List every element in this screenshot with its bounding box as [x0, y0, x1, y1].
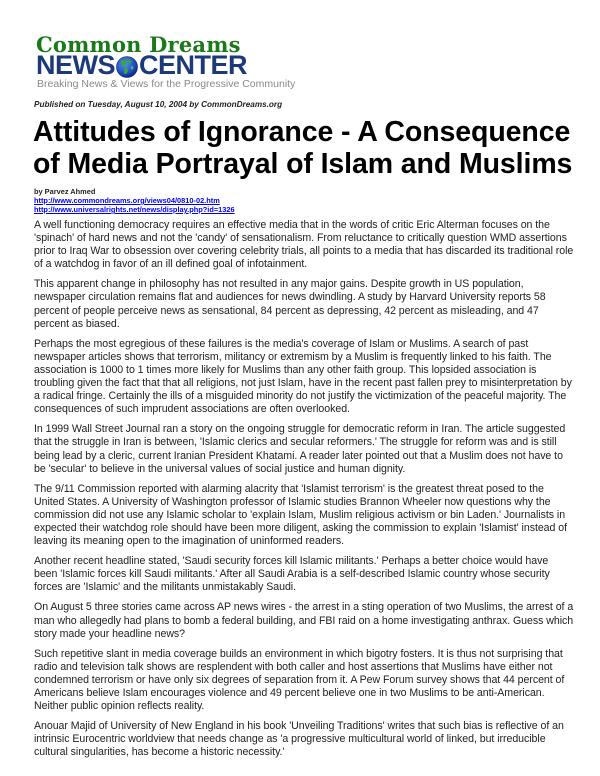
globe-icon	[116, 55, 138, 77]
article-paragraph: Another recent headline stated, 'Saudi security forces kill Islamic militants.' Perhaps a better choice would have been 'Islamic forces kill Saudi militants.' After all Saudi Arabia is a self-described Islamic country whose security forces are 'Islamic' and the militants unmistakably Saudi.	[34, 555, 550, 594]
logo-tagline: Breaking News & Views for the Progressive Community	[37, 78, 296, 90]
article-paragraph: Anouar Majid of University of New England in his book 'Unveiling Traditions' writes that such bias is reflective of an intrinsic Eurocentric worldview that needs change as 'a progressive multicultural world of linked, but irreducible cultural singularities, has become a historic necessity.'	[34, 720, 564, 759]
source-link-universalrights[interactable]: http://www.universalrights.net/news/display.php?id=1326	[34, 205, 235, 214]
logo-common-dreams: Common Dreams	[36, 32, 241, 57]
site-logo	[36, 34, 306, 92]
article-title: Attitudes of Ignorance - A Consequence of Media Portrayal of Islam and Muslims	[33, 116, 573, 180]
article-paragraph: A well functioning democracy requires an effective media that in the words of critic Eric Alterman focuses on the 'spinach' of hard news and not the 'candy' of sensationalism. From reluctance to critically question WMD assertions prior to Iraq War to obsession over covering celebrity trials, all points to a media that has discarded its traditional role of a watchdog in favor of an ill defined goal of infotainment.	[34, 219, 574, 271]
article-paragraph: This apparent change in philosophy has not resulted in any major gains. Despite growth in US population, newspaper circulation remains flat and audiences for news dwindling. A study by Harvard University reports 58 percent of people perceive news as sensational, 84 percent as depressing, 42 percent as misleading, and 47 percent as biased.	[34, 278, 546, 330]
source-links	[34, 196, 235, 214]
logo-center-text: CENTER	[139, 50, 248, 80]
article-paragraph: The 9/11 Commission reported with alarming alacrity that 'Islamist terrorism' is the greatest threat posed to the United States. A University of Washington professor of Islamic studies Brannon Wheeler now questions why the commission did not use any Islamic scholar to 'explain Islam, Muslim religious activism or bin Laden.' Journalists in expected their watchdog role should have been more diligent, asking the commission to explain 'Islamist' instead of leaving its meaning open to the imagination of uninformed readers.	[34, 482, 567, 548]
logo-news-center	[36, 51, 247, 79]
article-body	[34, 219, 574, 766]
article-paragraph: On August 5 three stories came across AP news wires - the arrest in a sting operation of two Muslims, the arrest of a man who allegedly had plans to bomb a federal building, and FBI raid on a home investigating anthrax. Guess which story made your headline news?	[34, 601, 574, 640]
article-paragraph: Perhaps the most egregious of these failures is the media's coverage of Islam or Muslims. A search of past newspaper articles shows that terrorism, militancy or extremism by a Muslim is frequently linked to his faith. The association is 1000 to 1 times more likely for Muslims than any other faith group. This lopsided association is troubling given the fact that that all religions, not just Islam, have in the recent past fallen prey to misinterpretation by a radical fringe. Certainly the ills of a misguided minority do not justify the victimization of the peaceful majority. The consequences of such imprudent associations are often overlooked.	[34, 337, 572, 416]
article-paragraph: Such repetitive slant in media coverage builds an environment in which bigotry fosters. It is thus not surprising that radio and television talk shows are resplendent with both caller and host assertions that Muslims have either not condemned terrorism or have only six degrees of separation from it. A Pew Forum survey shows that 44 percent of Americans believe Islam encourages violence and 49 percent believe one in two Muslims to be anti-American. Neither public opinion reflects reality.	[34, 647, 565, 713]
published-date: Published on Tuesday, August 10, 2004 by CommonDreams.org	[34, 100, 283, 109]
source-link-commondreams[interactable]: http://www.commondreams.org/views04/0810-02.htm	[34, 196, 220, 205]
logo-news-text: NEWS	[36, 50, 115, 80]
article-paragraph: In 1999 Wall Street Journal ran a story on the ongoing struggle for democratic reform in Iran. The article suggested that the struggle in Iran is between, 'Islamic clerics and secular reformers.' The struggle for reform was and is still being lead by a cleric, current Iranian President Khatami. A reader later pointed out that a Muslim does not have to be 'secular' to believe in the universal values of social justice and human dignity.	[34, 423, 566, 475]
article-byline: by Parvez Ahmed	[34, 187, 96, 196]
